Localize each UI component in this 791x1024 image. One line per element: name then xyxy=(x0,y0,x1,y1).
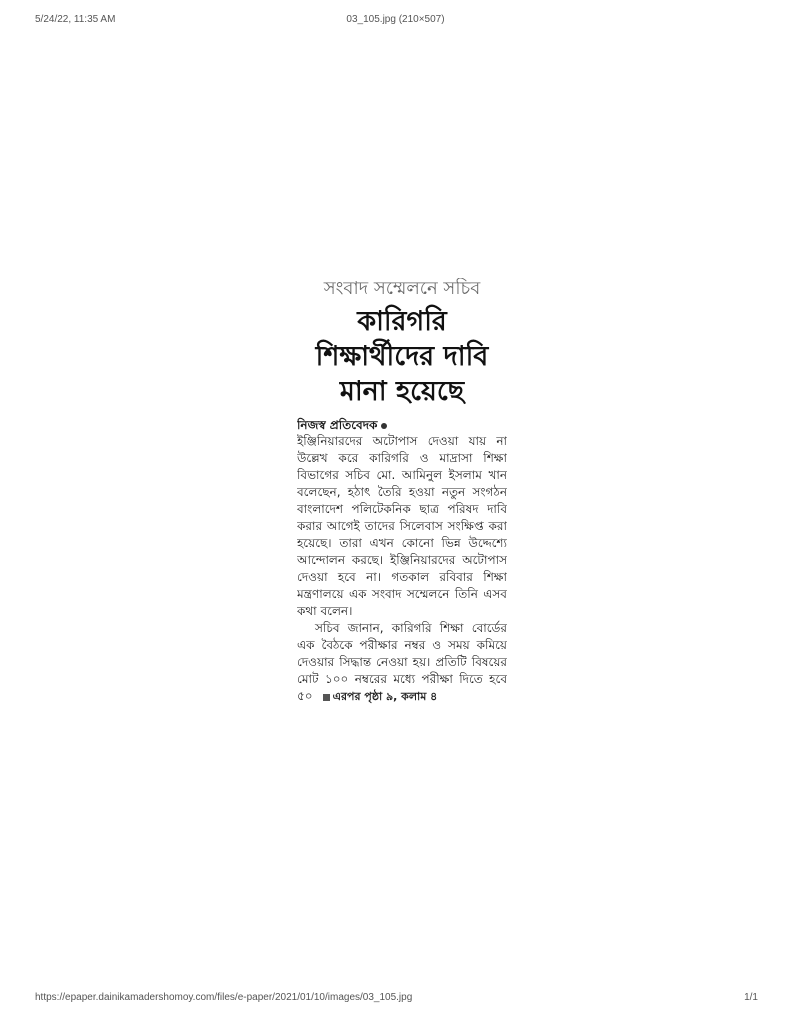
article-paragraph: সচিব জানান, কারিগরি শিক্ষা বোর্ডের এক বৈঠকে পরীক্ষার নম্বর ও সময় কমিয়ে দেওয়ার সিদ্ধান্ত নেওয়া হয়। প্রতিটি বিষয়ের মোট ১০০ নম্বরের মধ্যে পরীক্ষা দিতে হবে ৫০ xyxy=(297,621,507,703)
print-title: 03_105.jpg (210×507) xyxy=(346,14,445,25)
continuation-note xyxy=(323,690,438,703)
source-url: https://epaper.dainikamadershomoy.com/files/e-paper/2021/01/10/images/03_105.jpg xyxy=(35,992,413,1003)
print-footer xyxy=(0,992,791,1012)
headline-line: শিক্ষার্থীদের দাবি xyxy=(315,341,489,372)
headline-line: মানা হয়েছে xyxy=(339,376,465,407)
bullet-icon xyxy=(381,423,387,429)
article-headline xyxy=(297,304,507,409)
continuation-text: এরপর পৃষ্ঠা ৯, কলাম ৪ xyxy=(332,690,438,703)
newspaper-clipping xyxy=(297,278,507,748)
headline-line: কারিগরি xyxy=(357,306,447,337)
byline-text: নিজস্ব প্রতিবেদক xyxy=(297,418,378,432)
print-header xyxy=(0,14,791,34)
article-body xyxy=(297,433,507,705)
article-kicker: সংবাদ সম্মেলনে সচিব xyxy=(323,278,481,299)
article-byline xyxy=(297,417,507,433)
square-icon xyxy=(323,694,330,701)
article-paragraph-with-jump xyxy=(297,620,507,705)
page-counter: 1/1 xyxy=(744,992,758,1003)
article-paragraph: ইঞ্জিনিয়ারদের অটোপাস দেওয়া যায় না উল্লেখ করে কারিগরি ও মাদ্রাসা শিক্ষা বিভাগের সচিব মো. আমিনুল ইসলাম খান বলেছেন, হঠাৎ তৈরি হওয়া নতুন সংগঠন বাংলাদেশ পলিটেকনিক ছাত্র পরিষদ দাবি করার আগেই তাদের সিলেবাস সংক্ষিপ্ত করা হয়েছে। তারা এখন কোনো ভিন্ন উদ্দেশ্যে আন্দোলন করছে। ইঞ্জিনিয়ারদের অটোপাস দেওয়া হবে না। গতকাল রবিবার শিক্ষা মন্ত্রণালয়ে এক সংবাদ সম্মেলনে তিনি এসব কথা বলেন। xyxy=(297,434,507,618)
print-datetime: 5/24/22, 11:35 AM xyxy=(35,14,116,25)
